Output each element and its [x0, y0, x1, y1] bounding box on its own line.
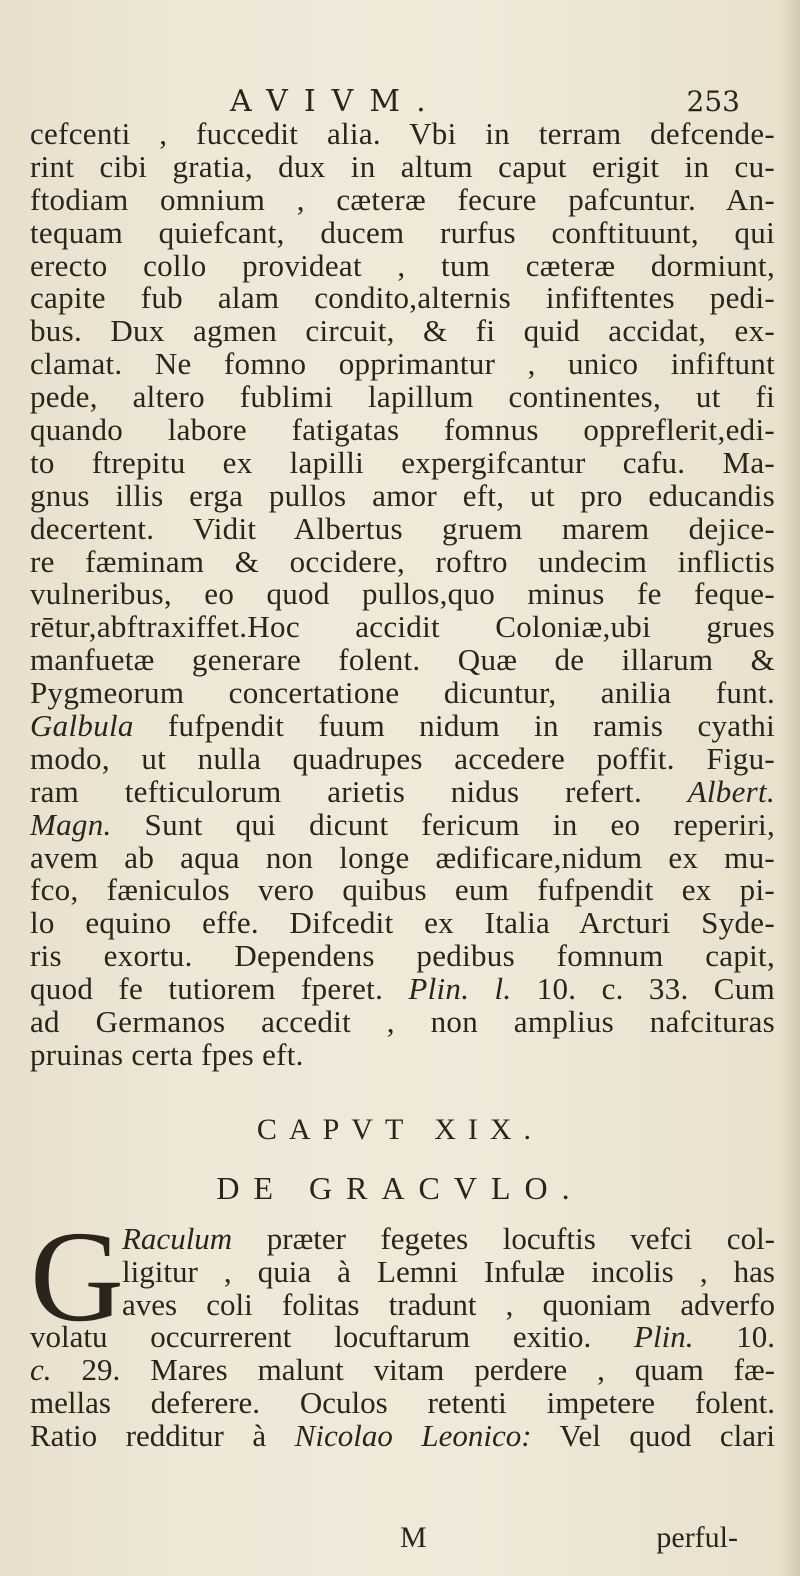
text-line: [30, 839, 775, 875]
chapter-full-lines: [30, 1321, 775, 1452]
text-line: [30, 1036, 775, 1072]
text-line: quando labore fatigatas fomnus oppreflerit,edi-: [30, 412, 775, 448]
mixed-lines: [30, 710, 775, 1072]
page-footer: [0, 1521, 800, 1555]
text-run: volatu occurrerent locuftarum exitio.: [30, 1319, 635, 1355]
text-line: [30, 1417, 775, 1453]
italic-text: Plin.: [634, 1319, 694, 1355]
text-line: [30, 940, 775, 973]
text-line: [30, 740, 775, 776]
text-line: [30, 1384, 775, 1420]
text-run: quod fe tutiorem fperet.: [30, 971, 409, 1007]
text-run: Sunt qui dicunt fericum in eo reperiri,: [111, 806, 775, 842]
italic-text: Magn.: [30, 806, 112, 842]
text-run: Vel quod clari: [531, 1417, 775, 1453]
text-line: rint cibi gratia, dux in altum caput erigit in cu-: [30, 148, 775, 184]
text-line: [30, 806, 775, 842]
text-line: erecto collo provideat , tum cæteræ dormiunt,: [30, 247, 775, 283]
running-title: AVIVM.: [230, 84, 442, 119]
italic-text: Nicolao Leonico:: [294, 1417, 532, 1453]
page-edge-shadow: [780, 0, 800, 1576]
italic-text: c.: [30, 1352, 52, 1388]
text-run: ligitur , quia à Lemni Infulæ incolis , has: [122, 1253, 775, 1289]
text-run: 10.: [693, 1319, 775, 1355]
signature-mark: M: [400, 1521, 427, 1554]
italic-text: Galbula: [30, 708, 134, 744]
text-line: tequam quiefcant, ducem rurfus conftituunt, qui: [30, 214, 775, 250]
text-run: 10. c. 33. Cum: [511, 971, 775, 1007]
text-line: [122, 1286, 775, 1322]
text-line: rētur,abftraxiffet.Hoc accidit Coloniæ,ubi grues: [30, 609, 775, 645]
chapter-indented-lines: [30, 1223, 775, 1321]
text-run: avem ab aqua non longe ædificare,nidum ex mu-: [30, 839, 775, 875]
text-line: [122, 1223, 775, 1256]
text-line: [30, 973, 775, 1006]
text-line: capite fub alam condito,alternis infiftentes pedi-: [30, 280, 775, 316]
text-line: Pygmeorum concertatione dicuntur, anilia funt.: [30, 675, 775, 711]
text-line: gnus illis erga pullos amor eft, ut pro educandis: [30, 477, 775, 513]
text-run: 29. Mares malunt vitam perdere , quam fæ-: [51, 1352, 775, 1388]
chapter-subtitle: DE GRACVLO.: [216, 1170, 584, 1206]
page-number: 253: [686, 85, 740, 118]
text-line: [30, 710, 775, 743]
text-line: ftodiam omnium , cæteræ fecure pafcuntur. An-: [30, 181, 775, 217]
catchword: perful-: [656, 1521, 738, 1554]
text-line: vulneribus, eo quod pullos,quo minus fe feque-: [30, 576, 775, 612]
text-run: aves coli folitas tradunt , quoniam adverfo: [122, 1286, 775, 1322]
text-run: fco, fæniculos vero quibus eum fufpendit ex pi-: [30, 872, 775, 908]
chapter-text: [30, 1205, 775, 1453]
text-line: [30, 773, 775, 809]
body-text: [30, 118, 775, 1072]
text-line: bus. Dux agmen circuit, & fi quid accidat, ex-: [30, 313, 775, 349]
text-run: ad Germanos accedit , non amplius nafcituras: [30, 1004, 775, 1040]
chapter-heading: CAPVT XIX.: [256, 1113, 544, 1146]
drop-capital: G: [30, 1205, 124, 1349]
text-run: ris exortu. Dependens pedibus fomnum capit,: [30, 938, 775, 974]
text-line: [30, 1354, 775, 1387]
text-run: mellas deferere. Oculos retenti impetere folent.: [30, 1384, 775, 1420]
text-line: [30, 1006, 775, 1039]
text-line: manfuetæ generare folent. Quæ de illarum &: [30, 642, 775, 678]
text-line: pede, altero fublimi lapillum continentes, ut fi: [30, 379, 775, 415]
text-line: [122, 1253, 775, 1289]
text-run: Ratio redditur à: [30, 1417, 295, 1453]
italic-text: Albert.: [687, 773, 775, 809]
text-run: pruinas certa fpes eft.: [30, 1036, 304, 1072]
text-run: modo, ut nulla quadrupes accedere poffit. Figu-: [30, 740, 775, 776]
text-line: [30, 1321, 775, 1354]
text-run: fufpendit fuum nidum in ramis cyathi: [133, 708, 775, 744]
text-run: ram tefticulorum arietis nidus refert.: [30, 773, 688, 809]
italic-text: Raculum: [122, 1221, 233, 1256]
text-run: præter fegetes locuftis vefci col-: [232, 1221, 775, 1256]
text-line: clamat. Ne fomno opprimantur , unico infiftunt: [30, 346, 775, 382]
text-line: decertent. Vidit Albertus gruem marem dejice-: [30, 510, 775, 546]
text-line: cefcenti , fuccedit alia. Vbi in terram defcende-: [30, 116, 775, 151]
text-line: to ftrepitu ex lapilli expergifcantur cafu. Ma-: [30, 444, 775, 480]
text-line: re fæminam & occidere, roftro undecim inflictis: [30, 543, 775, 579]
text-line: [30, 907, 775, 940]
text-run: lo equino effe. Difcedit ex Italia Arcturi Syde-: [30, 905, 775, 941]
italic-text: Plin. l.: [408, 971, 512, 1007]
text-line: [30, 874, 775, 907]
